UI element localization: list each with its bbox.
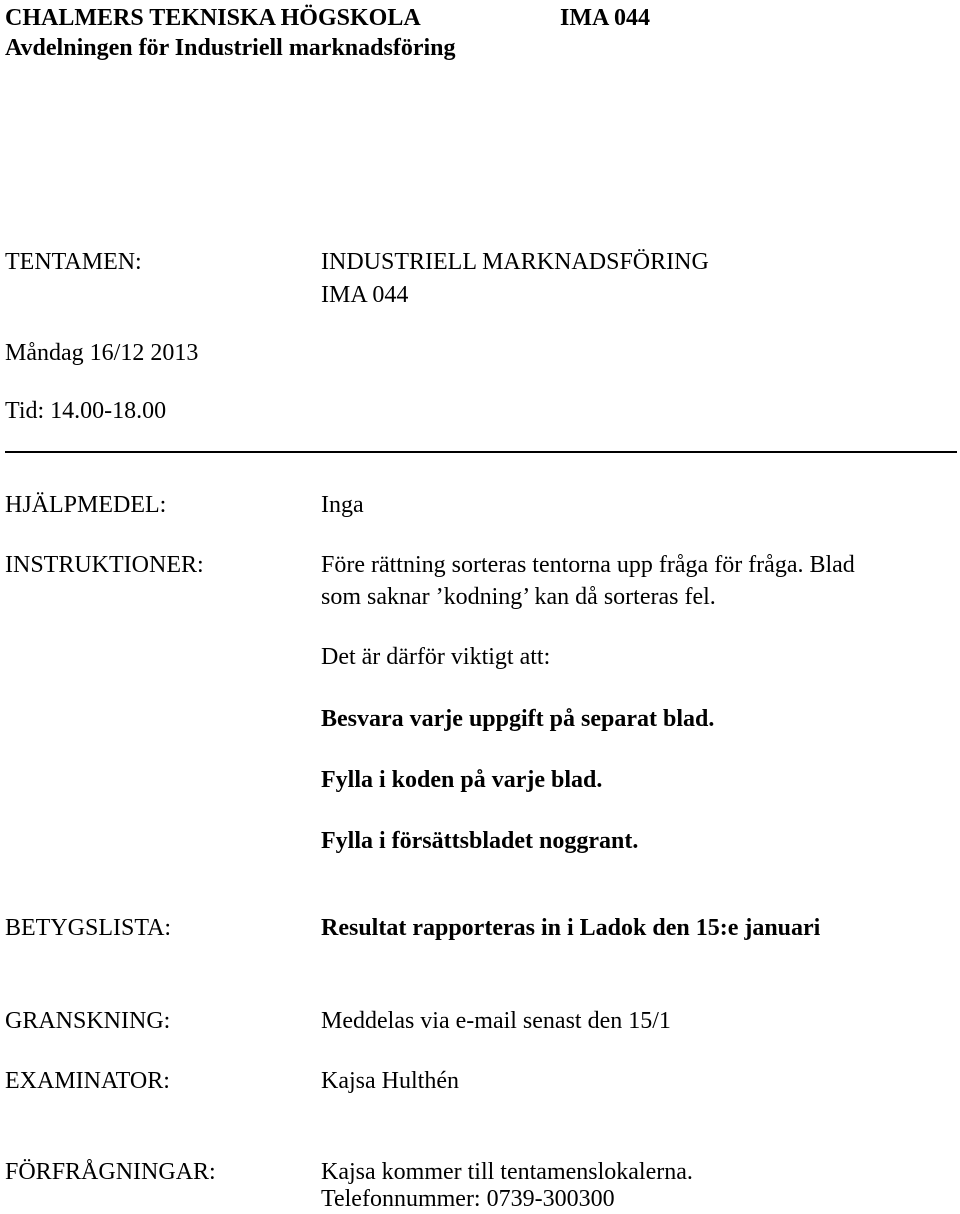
institution-name: CHALMERS TEKNISKA HÖGSKOLA xyxy=(5,5,421,31)
grades-label: BETYGSLISTA: xyxy=(5,915,172,941)
instructions-line-2: som saknar ’kodning’ kan då sorteras fel. xyxy=(321,584,716,610)
instructions-line-1: Före rättning sorteras tentorna upp fråga för fråga. Blad xyxy=(321,552,855,578)
exam-time: Tid: 14.00-18.00 xyxy=(5,398,167,424)
inquiries-label: FÖRFRÅGNINGAR: xyxy=(5,1159,216,1185)
instruction-rule: Fylla i koden på varje blad. xyxy=(321,767,603,793)
examiner-label: EXAMINATOR: xyxy=(5,1068,170,1094)
aids-value: Inga xyxy=(321,492,364,518)
horizontal-divider xyxy=(5,451,957,453)
inquiries-line-1: Kajsa kommer till tentamenslokalerna. xyxy=(321,1159,693,1185)
examiner-name: Kajsa Hulthén xyxy=(321,1068,459,1094)
department-name: Avdelningen för Industriell marknadsföring xyxy=(5,35,456,61)
instructions-label: INSTRUKTIONER: xyxy=(5,552,204,578)
exam-label: TENTAMEN: xyxy=(5,249,142,275)
exam-code: IMA 044 xyxy=(321,282,409,308)
aids-label: HJÄLPMEDEL: xyxy=(5,492,167,518)
course-code-header: IMA 044 xyxy=(560,5,650,31)
exam-date: Måndag 16/12 2013 xyxy=(5,340,199,366)
review-value: Meddelas via e-mail senast den 15/1 xyxy=(321,1008,671,1034)
exam-title: INDUSTRIELL MARKNADSFÖRING xyxy=(321,249,709,275)
instruction-rule: Besvara varje uppgift på separat blad. xyxy=(321,706,715,732)
instruction-rule: Fylla i försättsbladet noggrant. xyxy=(321,828,639,854)
grades-value: Resultat rapporteras in i Ladok den 15:e januari xyxy=(321,915,821,941)
inquiries-phone: Telefonnummer: 0739-300300 xyxy=(321,1186,615,1212)
review-label: GRANSKNING: xyxy=(5,1008,171,1034)
instructions-intro: Det är därför viktigt att: xyxy=(321,644,551,670)
